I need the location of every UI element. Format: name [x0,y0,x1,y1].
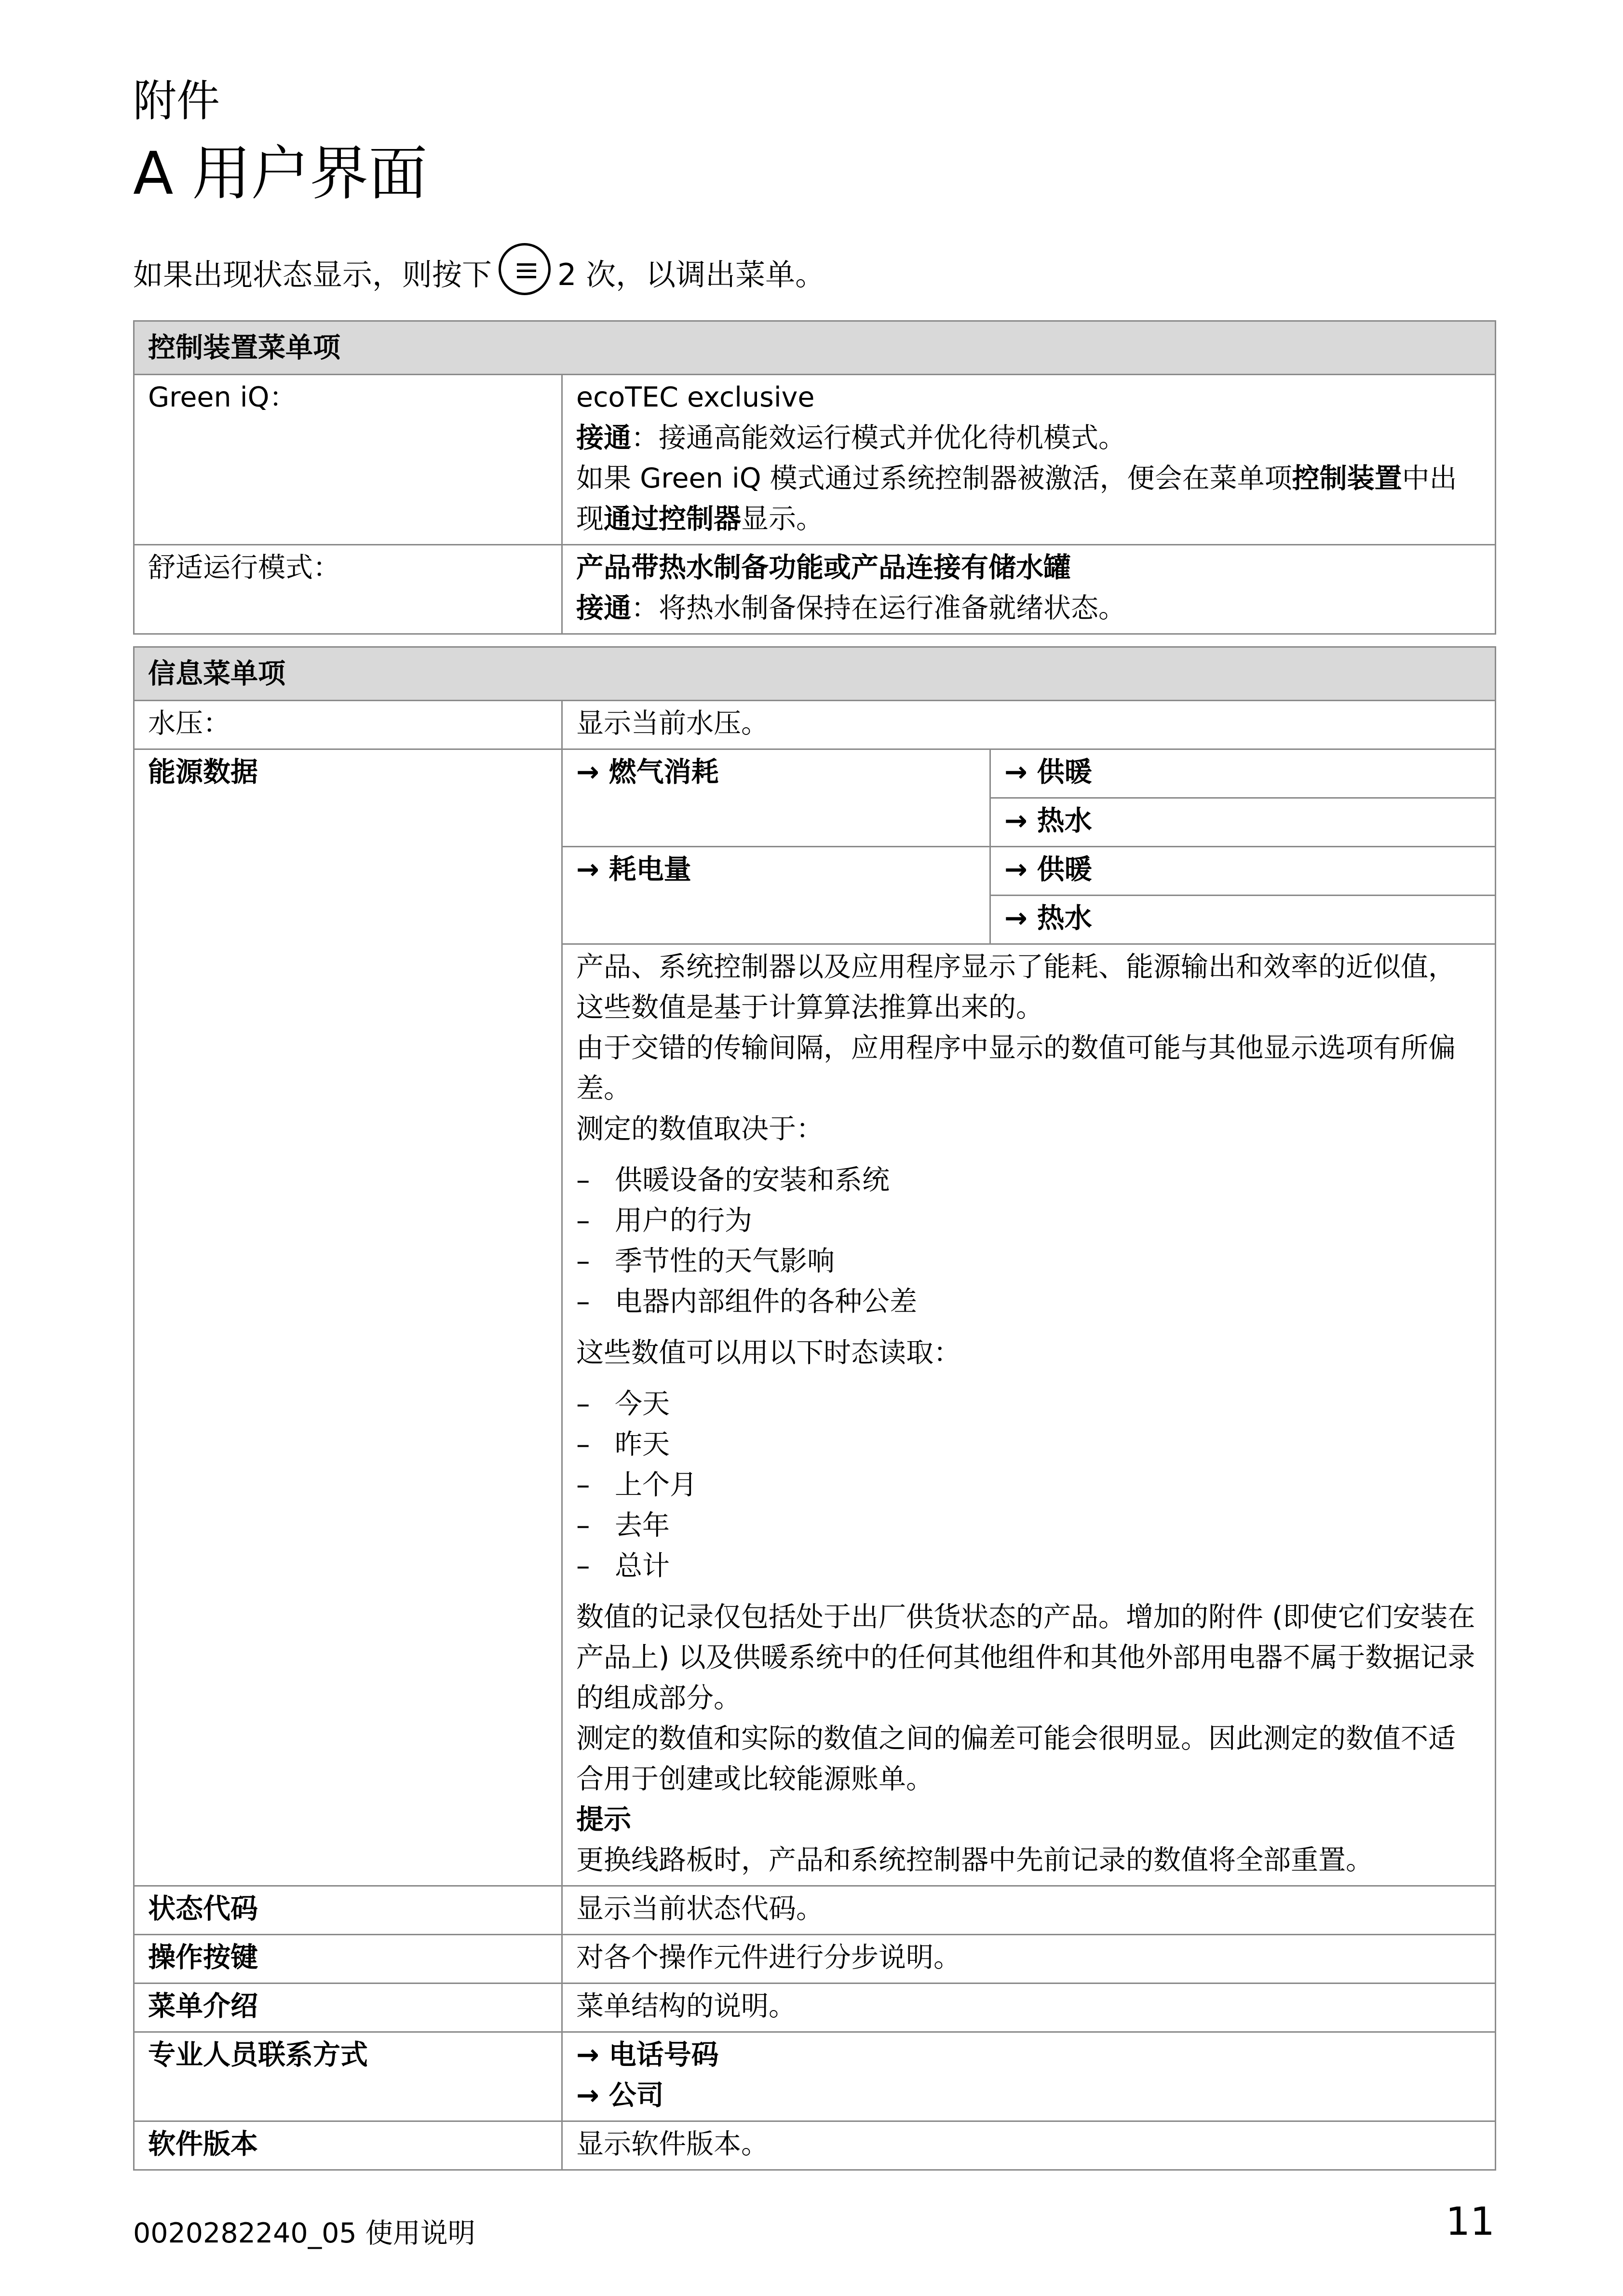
note-label: 提示 [576,1804,631,1835]
green-iq-note: 如果 Green iQ 模式通过系统控制器被激活，便会在菜单项控制装置中出现通过控制器显示。 [576,462,1457,535]
status-code-value: 显示当前状态代码。 [562,1886,1496,1935]
comfort-mode-product: 产品带热水制备功能或产品连接有储水罐 [576,552,1071,584]
control-menu-table [133,320,1496,635]
green-iq-product: ecoTEC exclusive [576,381,815,413]
list-item: – 去年 [576,1505,1481,1546]
list-item: – 上个月 [576,1465,1481,1505]
menu-icon [499,243,551,295]
menu-intro-label: 菜单介绍 [134,1984,562,2032]
intro-text-before: 如果出现状态显示，则按下 [133,257,492,292]
intro-paragraph [133,246,825,304]
energy-text-6: 测定的数值和实际的数值之间的偏差可能会很明显。因此测定的数值不适合用于创建或比较能源账单。 [576,1723,1456,1795]
note-text: 更换线路板时，产品和系统控制器中先前记录的数值将全部重置。 [576,1844,1373,1876]
page-title: A 用户界面 [133,139,428,208]
energy-text-1: 产品、系统控制器以及应用程序显示了能耗、能源输出和效率的近似值，这些数值是基于计算算法推算出来的。 [576,951,1456,1023]
list-item: – 供暖设备的安装和系统 [576,1160,1481,1200]
table-row [134,701,1496,749]
page-number: 11 [1446,2199,1495,2244]
gas-consumption: → 燃气消耗 [562,749,990,847]
table-row [134,2032,1496,2121]
table-row [134,1984,1496,2032]
software-version-label: 软件版本 [134,2121,562,2170]
intro-text-after: 2 次，以调出菜单。 [557,257,825,292]
table-row [134,1935,1496,1984]
table-row [134,1886,1496,1935]
green-iq-on: 接通：接通高能效运行模式并优化待机模式。 [576,422,1126,454]
contact-phone: → 电话号码 [576,2039,719,2071]
table-row [134,545,1496,634]
energy-data-description [562,944,1496,1886]
list-item: – 用户的行为 [576,1200,1481,1241]
list-item: – 总计 [576,1546,1481,1586]
factor-list [576,1160,1481,1322]
energy-text-4: 这些数值可以用以下时态读取： [576,1337,961,1369]
gas-hot-water: → 热水 [990,798,1496,847]
info-table-header: 信息菜单项 [134,647,1496,701]
table-row [134,375,1496,545]
energy-text-5: 数值的记录仅包括处于出厂供货状态的产品。增加的附件 (即使它们安装在产品上) 以及供暖系统中的任何其他组件和其他外部用电器不属于数据记录的组成部分。 [576,1601,1475,1714]
energy-text-3: 测定的数值取决于： [576,1113,824,1145]
energy-text-2: 由于交错的传输间隔，应用程序中显示的数值可能与其他显示选项有所偏差。 [576,1032,1456,1104]
info-menu-table [133,646,1496,2171]
green-iq-description [562,375,1496,545]
contact-value [562,2032,1496,2121]
list-item: – 季节性的天气影响 [576,1241,1481,1281]
list-item: – 电器内部组件的各种公差 [576,1281,1481,1322]
document-number: 0020282240_05 使用说明 [133,2217,475,2249]
list-item: – 昨天 [576,1424,1481,1465]
water-pressure-label: 水压： [134,701,562,749]
comfort-mode-label: 舒适运行模式： [134,545,562,634]
water-pressure-value: 显示当前水压。 [562,701,1496,749]
green-iq-label: Green iQ： [134,375,562,545]
operation-keys-label: 操作按键 [134,1935,562,1984]
section-heading: 附件 [133,76,220,126]
operation-keys-value: 对各个操作元件进行分步说明。 [562,1935,1496,1984]
period-list [576,1384,1481,1586]
contact-label: 专业人员联系方式 [134,2032,562,2121]
power-hot-water: → 热水 [990,896,1496,944]
comfort-mode-description [562,545,1496,634]
comfort-mode-on: 接通：将热水制备保持在运行准备就绪状态。 [576,592,1126,624]
power-consumption: → 耗电量 [562,847,990,944]
software-version-value: 显示软件版本。 [562,2121,1496,2170]
status-code-label: 状态代码 [134,1886,562,1935]
energy-data-label: 能源数据 [134,749,562,1886]
gas-heating: → 供暖 [990,749,1496,798]
list-item: – 今天 [576,1384,1481,1424]
table-row [134,749,1496,798]
table-row [134,2121,1496,2170]
contact-company: → 公司 [576,2079,664,2111]
power-heating: → 供暖 [990,847,1496,896]
menu-intro-value: 菜单结构的说明。 [562,1984,1496,2032]
control-table-header: 控制装置菜单项 [134,321,1496,375]
